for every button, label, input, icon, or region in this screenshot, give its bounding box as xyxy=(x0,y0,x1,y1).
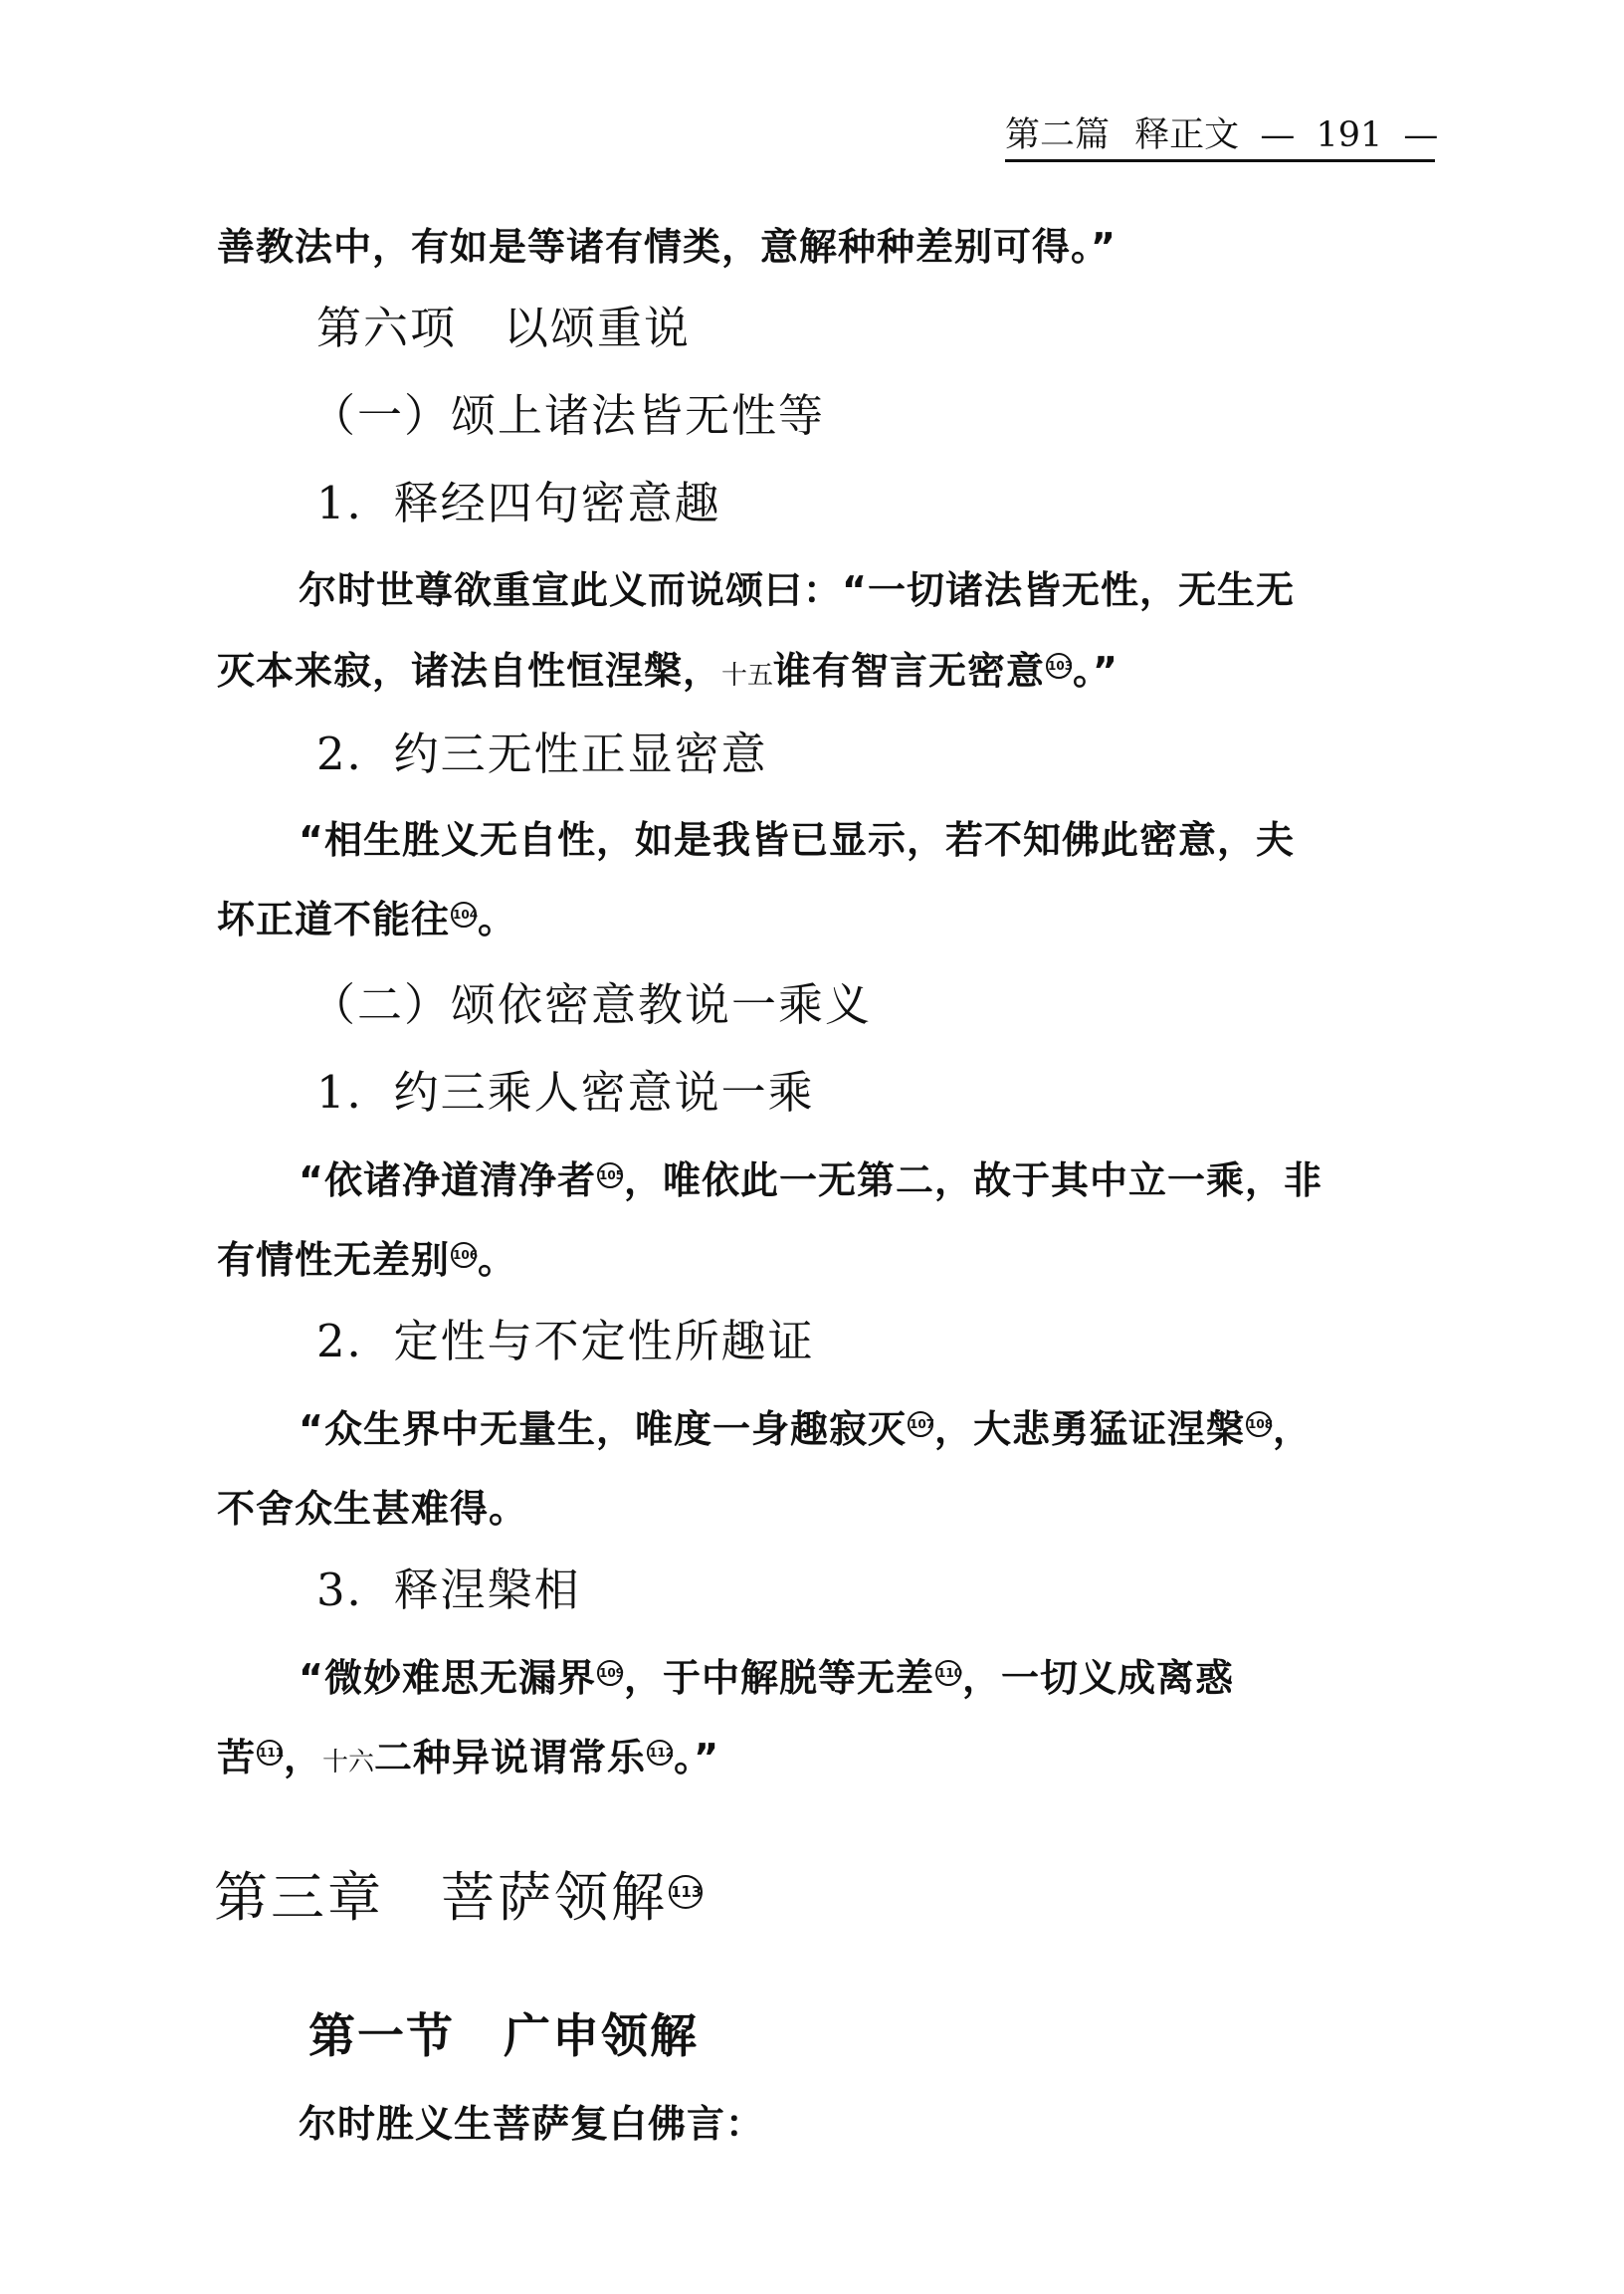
footnote-marker: 108 xyxy=(1246,1411,1272,1437)
text-line: “众生界中无量生，唯度一身趣寂灭 107，大悲勇猛证涅槃 108， xyxy=(299,1407,1313,1451)
footnote-marker: 112 xyxy=(647,1740,673,1766)
footnote-marker: 107 xyxy=(908,1411,933,1437)
header-title: 释正文 xyxy=(1134,115,1240,155)
marker-number: 十六 xyxy=(322,1748,375,1777)
chapter-title: 第三章 菩萨领解 113 xyxy=(214,1866,703,1929)
text-line: 灭本来寂，诸法自性恒涅槃，十五谁有智言无密意 103。” xyxy=(217,649,1119,693)
subsection-heading: 2．定性与不定性所趣证 xyxy=(316,1315,815,1367)
text-line: 善教法中，有如是等诸有情类，意解种种差别可得。” xyxy=(217,225,1116,269)
section-title: 第一节 广申领解 xyxy=(308,2009,699,2064)
subsection-heading: 1．约三乘人密意说一乘 xyxy=(316,1066,815,1119)
header-dash-left: — xyxy=(1260,115,1296,155)
subsection-heading: 3．释涅槃相 xyxy=(316,1564,581,1616)
text-line: 有情性无差别 106。 xyxy=(217,1238,517,1282)
text-line: “微妙难思无漏界 109，于中解脱等无差 110，一切义成离惑 xyxy=(299,1656,1235,1700)
footnote-marker: 104 xyxy=(451,902,477,928)
footnote-marker: 113 xyxy=(669,1875,703,1909)
text-line: 坏正道不能往 104。 xyxy=(217,898,517,941)
footnote-marker: 109 xyxy=(597,1660,623,1686)
running-header xyxy=(1005,111,1439,162)
text-line: 不舍众生甚难得。 xyxy=(217,1487,528,1531)
subsection-heading: 第六项 以颂重说 xyxy=(316,302,692,354)
header-dash-right: — xyxy=(1403,115,1439,155)
subsection-heading: （二）颂依密意教说一乘义 xyxy=(310,978,873,1031)
header-part: 第二篇 xyxy=(1005,115,1111,155)
footnote-marker: 106 xyxy=(451,1242,477,1268)
text-line: 尔时世尊欲重宣此义而说颂曰：“一切诸法皆无性，无生无 xyxy=(299,568,1295,612)
text-line: 苦 111，十六二种异说谓常乐 112。” xyxy=(217,1736,720,1779)
text-line: “相生胜义无自性，如是我皆已显示，若不知佛此密意，夫 xyxy=(299,818,1295,862)
marker-number: 十五 xyxy=(721,661,774,691)
subsection-heading: 2．约三无性正显密意 xyxy=(316,728,768,780)
footnote-marker: 105 xyxy=(597,1162,623,1188)
footnote-marker: 111 xyxy=(257,1740,283,1766)
footnote-marker: 110 xyxy=(935,1660,961,1686)
footnote-marker: 103 xyxy=(1046,653,1072,679)
subsection-heading: 1．释经四句密意趣 xyxy=(316,477,721,529)
text-line: 尔时胜义生菩萨复白佛言： xyxy=(299,2102,765,2146)
subsection-heading: （一）颂上诸法皆无性等 xyxy=(310,389,826,442)
page-number: 191 xyxy=(1316,115,1383,155)
text-line: “依诸净道清净者 105，唯依此一无第二，故于其中立一乘，非 xyxy=(299,1158,1322,1202)
